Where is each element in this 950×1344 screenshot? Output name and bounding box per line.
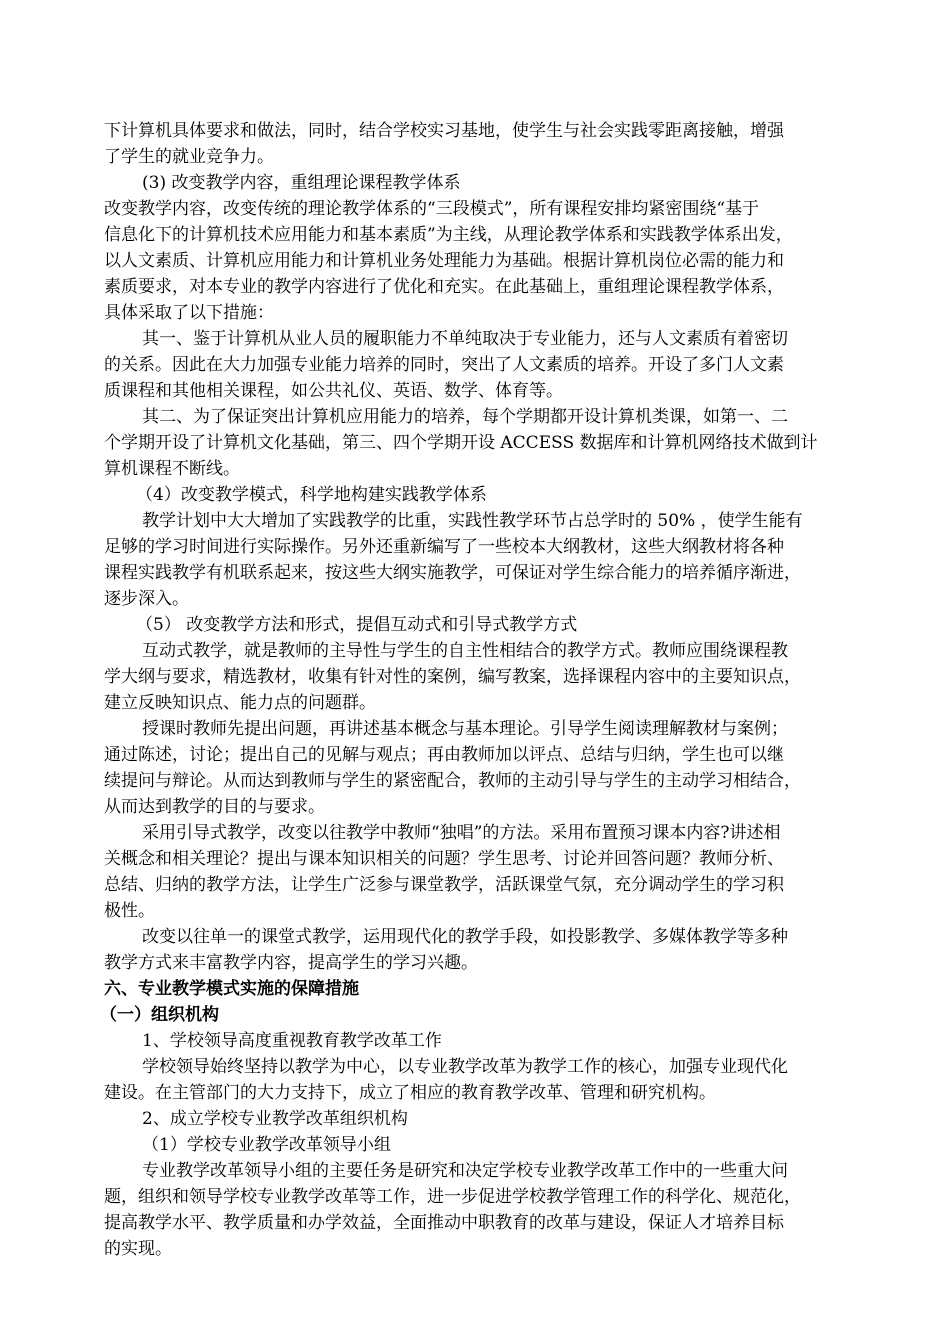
paragraph-line: 改变以往单一的课堂式教学，运用现代化的教学手段，如投影教学、多媒体教学等多种 xyxy=(142,927,788,947)
paragraph-line: 以人文素质、计算机应用能力和计算机业务处理能力为基础。根据计算机岗位必需的能力和 xyxy=(104,251,784,271)
paragraph-line: 学大纲与要求，精选教材，收集有针对性的案例，编写教案，选择课程内容中的主要知识点， xyxy=(104,667,801,687)
paragraph-line: 续提问与辩论。从而达到教师与学生的紧密配合，教师的主动引导与学生的主动学习相结合， xyxy=(104,771,801,791)
section-heading-4: （4）改变教学模式，科学地构建实践教学体系 xyxy=(136,485,487,505)
paragraph-line: 信息化下的计算机技术应用能力和基本素质”为主线，从理论教学体系和实践教学体系出发， xyxy=(104,225,793,245)
paragraph-line: 专业教学改革领导小组的主要任务是研究和决定学校专业教学改革工作中的一些重大问 xyxy=(142,1161,788,1181)
item-heading: 2、成立学校专业教学改革组织机构 xyxy=(142,1109,408,1129)
sub-item-heading: （1）学校专业教学改革领导小组 xyxy=(142,1135,391,1155)
paragraph-line: 采用引导式教学，改变以往教学中教师“独唱”的方法。采用布置预习课本内容?讲述相 xyxy=(142,823,781,843)
paragraph-line: 授课时教师先提出问题，再讲述基本概念与基本理论。引导学生阅读理解教材与案例； xyxy=(142,719,788,739)
paragraph-line: 建立反映知识点、能力点的问题群。 xyxy=(104,693,376,713)
paragraph-line: 足够的学习时间进行实际操作。另外还重新编写了一些校本大纲教材，这些大纲教材将各种 xyxy=(104,537,784,557)
paragraph-line: 的实现。 xyxy=(104,1239,172,1259)
paragraph-line: 课程实践教学有机联系起来，按这些大纲实施教学，可保证对学生综合能力的培养循序渐进， xyxy=(104,563,801,583)
paragraph-line: 建设。在主管部门的大力支持下，成立了相应的教育教学改革、管理和研究机构。 xyxy=(104,1083,716,1103)
paragraph-line: 具体采取了以下措施： xyxy=(104,303,274,323)
paragraph-line: 题，组织和领导学校专业教学改革等工作，进一步促进学校教学管理工作的科学化、规范化， xyxy=(104,1187,801,1207)
paragraph-line: 的关系。因此在大力加强专业能力培养的同时，突出了人文素质的培养。开设了多门人文素 xyxy=(104,355,784,375)
paragraph-line: 其一、鉴于计算机从业人员的履职能力不单纯取决于专业能力，还与人文素质有着密切 xyxy=(142,329,788,349)
paragraph-line: 质课程和其他相关课程，如公共礼仪、英语、数学、体育等。 xyxy=(104,381,563,401)
paragraph-line: 逐步深入。 xyxy=(104,589,189,609)
paragraph-line: 互动式教学，就是教师的主导性与学生的自主性相结合的教学方式。教师应围绕课程教 xyxy=(142,641,788,661)
paragraph-line: 改变教学内容，改变传统的理论教学体系的“三段模式”，所有课程安排均紧密围绕“基于 xyxy=(104,199,760,219)
paragraph-line: 提高教学水平、教学质量和办学效益，全面推动中职教育的改革与建设，保证人才培养目标 xyxy=(104,1213,784,1233)
subsection-heading: （一）组织机构 xyxy=(100,1005,219,1025)
paragraph-line: 从而达到教学的目的与要求。 xyxy=(104,797,325,817)
chapter-heading: 六、专业教学模式实施的保障措施 xyxy=(104,979,359,999)
paragraph-line: 教学方式来丰富教学内容，提高学生的学习兴趣。 xyxy=(104,953,478,973)
paragraph-line: 学校领导始终坚持以教学为中心，以专业教学改革为教学工作的核心，加强专业现代化 xyxy=(142,1057,788,1077)
paragraph-line: 个学期开设了计算机文化基础，第三、四个学期开设 ACCESS 数据库和计算机网络技术做到计 xyxy=(104,433,818,453)
paragraph-line: 素质要求，对本专业的教学内容进行了优化和充实。在此基础上，重组理论课程教学体系， xyxy=(104,277,784,297)
section-heading-5: （5） 改变教学方法和形式，提倡互动式和引导式教学方式 xyxy=(136,615,578,635)
paragraph-line: 总结、归纳的教学方法，让学生广泛参与课堂教学，活跃课堂气氛，充分调动学生的学习积 xyxy=(104,875,784,895)
paragraph-line: 了学生的就业竞争力。 xyxy=(104,147,274,167)
paragraph-line: 通过陈述，讨论；提出自己的见解与观点；再由教师加以评点、总结与归纳，学生也可以继 xyxy=(104,745,784,765)
paragraph-line: 教学计划中大大增加了实践教学的比重，实践性教学环节占总学时的 50% ，使学生能有 xyxy=(142,511,803,531)
paragraph-line: 极性。 xyxy=(104,901,155,921)
paragraph-line: 算机课程不断线。 xyxy=(104,459,240,479)
paragraph-line: 下计算机具体要求和做法，同时，结合学校实习基地，使学生与社会实践零距离接触，增强 xyxy=(104,121,784,141)
item-heading: 1、学校领导高度重视教育教学改革工作 xyxy=(142,1031,442,1051)
paragraph-line: 关概念和相关理论？提出与课本知识相关的问题？学生思考、讨论并回答问题？教师分析、 xyxy=(104,849,784,869)
paragraph-line: 其二、为了保证突出计算机应用能力的培养，每个学期都开设计算机类课，如第一、二 xyxy=(142,407,788,427)
section-heading-3: (3) 改变教学内容，重组理论课程教学体系 xyxy=(142,173,461,193)
